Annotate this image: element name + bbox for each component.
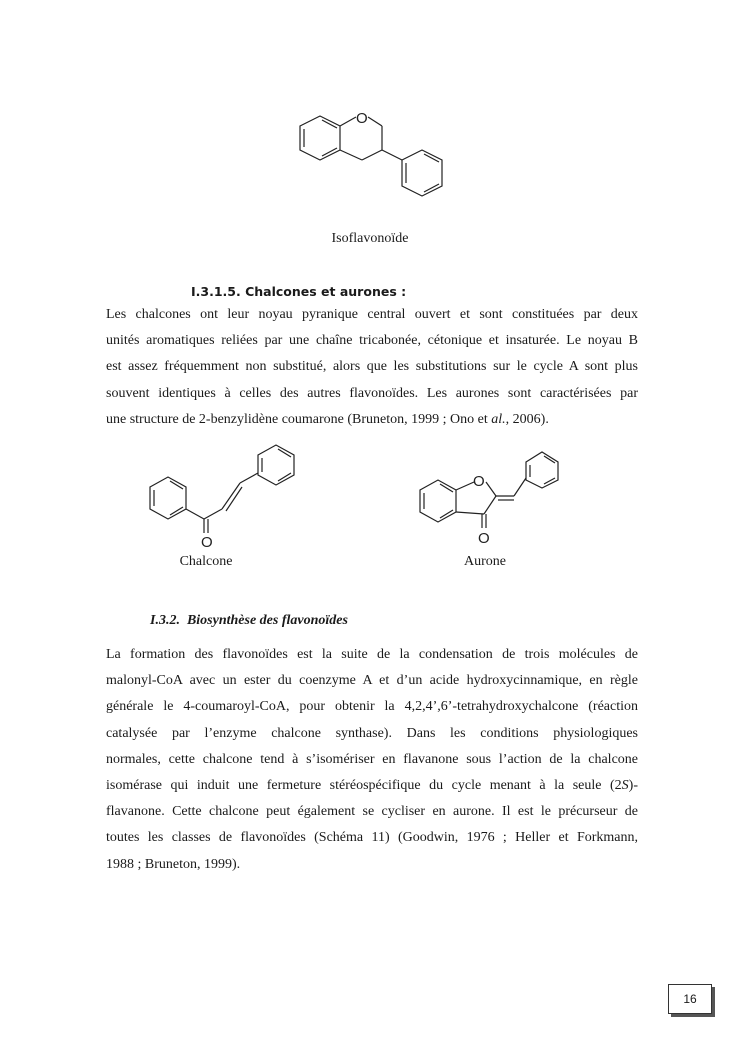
paragraph-line: générale le 4-coumaroyl-CoA, pour obtenir la 4,2,4’,6’-tetrahydroxychalcone (réaction <box>106 699 638 715</box>
text-run: , 2006). <box>505 411 549 427</box>
paragraph-line: normales, cette chalcone tend à s’isomériser en flavanone sous l’action de la chalcone <box>106 751 638 767</box>
italic-run: S <box>621 777 629 793</box>
text-run: )- <box>628 777 638 793</box>
paragraph-line: catalysée par l’enzyme chalcone synthase). Dans les conditions physiologiques <box>106 725 638 741</box>
paragraph-line <box>106 773 638 799</box>
paragraph-line: malonyl-CoA avec un ester du coenzyme A et d’un acide hydroxycinnamique, en règle <box>106 673 638 689</box>
italic-run: al. <box>491 411 506 427</box>
paragraph-chalcones-aurones <box>106 302 638 433</box>
paragraph-line: La formation des flavonoïdes est la suite de la condensation de trois molécules de <box>106 647 638 662</box>
paragraph-line: est assez fréquemment non substitué, alors que les substitutions sur le cycle A sont plus <box>106 359 638 375</box>
paragraph-line: 1988 ; Bruneton, 1999). <box>106 856 241 872</box>
text-run: une structure de 2-benzylidène coumarone (Bruneton, 1999 ; Ono et <box>106 411 492 427</box>
aurone-carbonyl-label: O <box>478 530 490 547</box>
paragraph-line: toutes les classes de flavonoïdes (Schéma 11) (Goodwin, 1976 ; Heller et Forkmann, <box>106 830 638 846</box>
paragraph-line: flavanone. Cette chalcone peut également se cycliser en aurone. Il est le précurseur de <box>106 804 638 820</box>
aurone-caption: Aurone <box>464 554 506 569</box>
section-heading-biosynthese: I.3.2. Biosynthèse des flavonoïdes <box>150 613 348 628</box>
aurone-structure <box>412 440 572 550</box>
paragraph-biosynthese <box>106 642 638 878</box>
paragraph-line: unités aromatiques reliées par une chaîne tricabonée, cétonique et insaturée. Le noyau B <box>106 333 638 349</box>
paragraph-line: Les chalcones ont leur noyau pyranique central ouvert et sont constituées par deux <box>106 307 638 322</box>
paragraph-line <box>106 407 638 433</box>
isoflavonoid-caption: Isoflavonoïde <box>331 231 409 246</box>
iso-oxygen-label: O <box>356 110 368 127</box>
isoflavonoid-structure <box>290 108 460 218</box>
page-number-text: 16 <box>683 992 697 1006</box>
text-run: isomérase qui induit une fermeture stéréospécifique du cycle menant à la seule (2 <box>106 777 622 793</box>
page-number <box>668 984 712 1014</box>
paragraph-line: souvent identiques à celles des autres flavonoïdes. Les aurones sont caractérisées par <box>106 385 638 401</box>
chalcone-caption: Chalcone <box>179 554 233 569</box>
section-heading-chalcones-aurones: I.3.1.5. Chalcones et aurones : <box>191 284 407 299</box>
chalcone-structure <box>140 435 300 550</box>
aurone-ring-oxygen-label: O <box>473 473 485 490</box>
chalcone-oxygen-label: O <box>201 534 213 550</box>
